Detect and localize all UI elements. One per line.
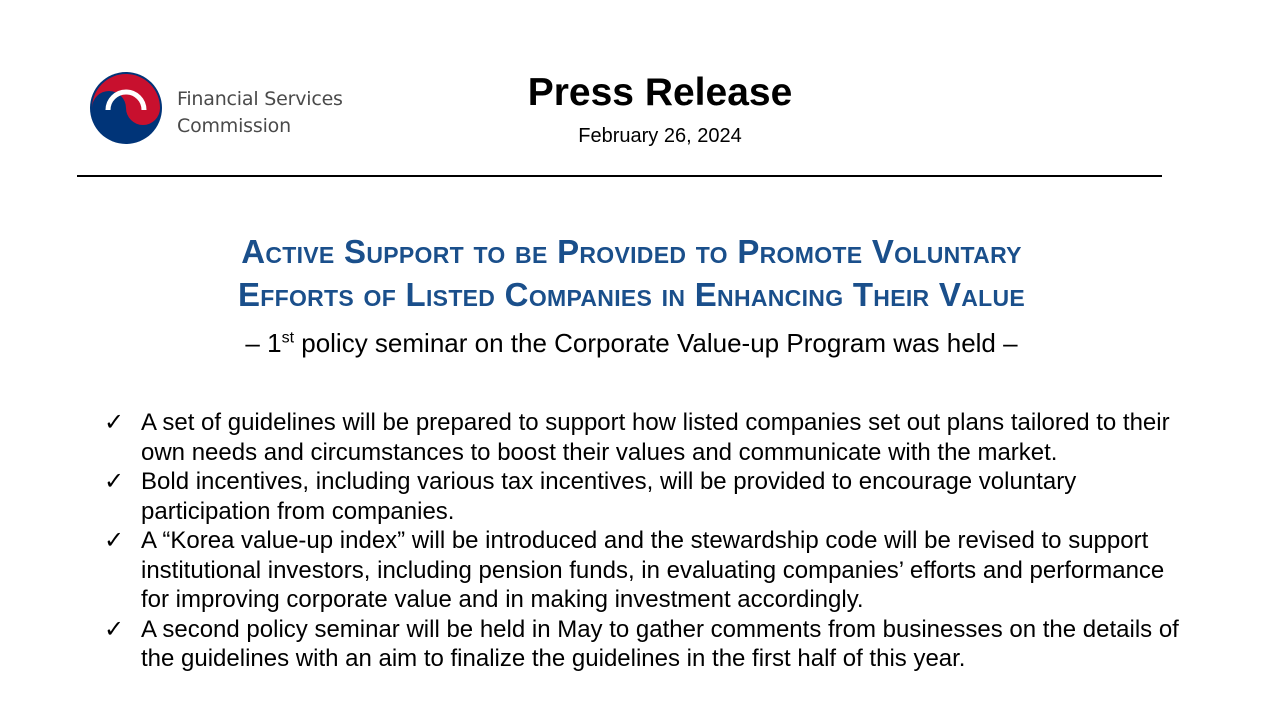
page-title: Press Release [527,71,793,114]
checkmark-icon: ✓ [104,409,125,436]
org-name-line1: Financial Services [177,88,343,110]
subtitle-rest: policy seminar on the Corporate Value-up Program was held – [294,328,1018,358]
subtitle-ordinal: st [281,329,295,347]
release-date: February 26, 2024 [578,125,742,147]
org-name-line2: Commission [177,115,291,137]
list-item [104,526,1184,615]
subtitle-prefix: – 1 [245,328,282,358]
headline-line2: Efforts of Listed Companies in Enhancing Their Value [237,276,1026,313]
list-item-text: A “Korea value-up index” will be introduced and the stewardship code will be revised to support institutional investors, including pension funds, in evaluating companies’ efforts and performance for improving corporate value and in making investment accordingly. [141,527,1165,613]
subtitle [0,328,1263,359]
list-item [104,615,1184,674]
summary-list [104,408,1184,674]
list-item [104,467,1184,526]
checkmark-icon: ✓ [104,615,125,643]
headline [0,230,1263,316]
checkmark-icon: ✓ [104,468,125,495]
list-item [104,408,1184,467]
checkmark-icon: ✓ [104,527,125,554]
list-item-text: A second policy seminar will be held in May to gather comments from businesses on the details of the guidelines with an aim to finalize the guidelines in the first half of this year. [141,615,1179,672]
list-item-text: A set of guidelines will be prepared to support how listed companies set out plans tailored to their own needs and circumstances to boost their values and communicate with the market. [141,409,1170,466]
list-item-text: Bold incentives, including various tax incentives, will be provided to encourage voluntary participation from companies. [141,468,1077,525]
headline-line1: Active Support to be Provided to Promote Voluntary [241,233,1022,270]
header-divider [77,175,1162,177]
